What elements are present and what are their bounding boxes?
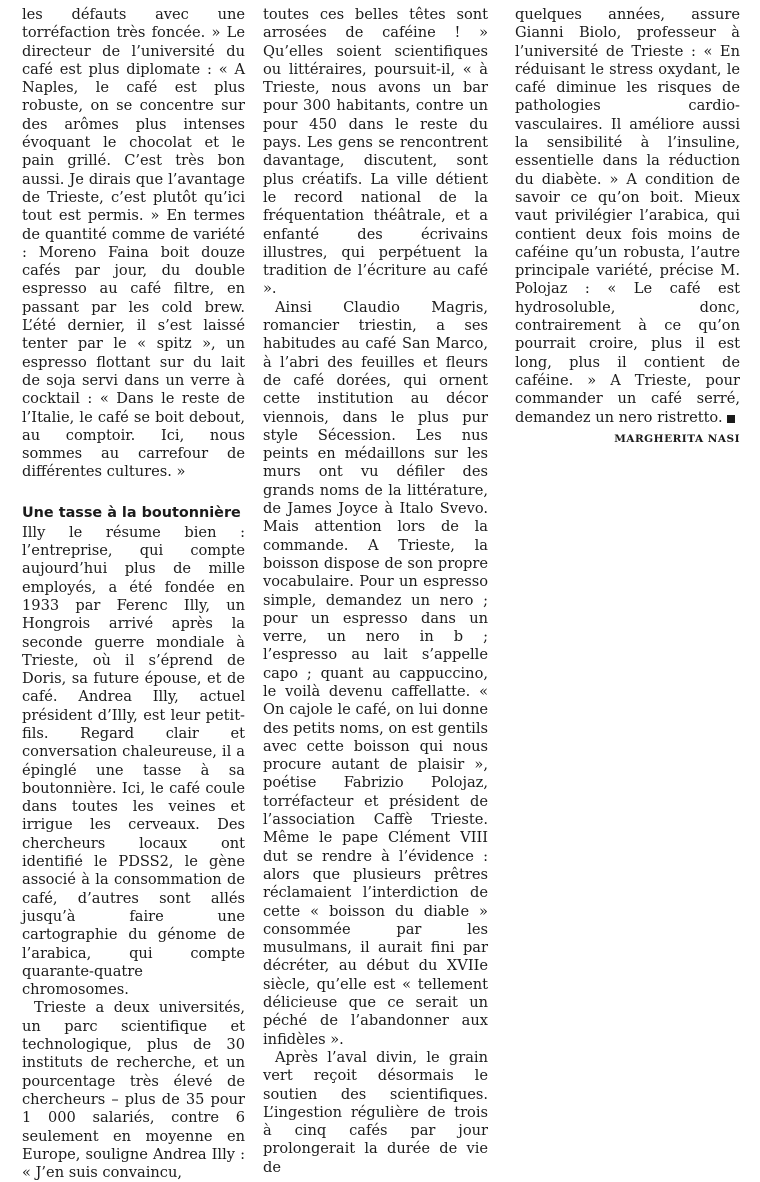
section-subheading: Une tasse à la boutonnière bbox=[22, 504, 241, 521]
paragraph: Ainsi Claudio Magris, romancier triestin, a ses habitudes au café San Marco, à l’abri des feuilles et fleurs de café dorées, qui ornent cette institution au décor viennois, dans le plus pur style Sécession. Les nus peints en médaillons sur les murs ont vu défiler des grands noms de la littérature, de James Joyce à Italo Svevo. Mais attention lors de la commande. A Trieste, la boisson dispose de son propre vocabulaire. Pour un espresso simple, demandez un nero ; pour un espresso dans un verre, un nero in b ; l’espresso au lait s’appelle capo ; quant au cappuccino, le voilà devenu caffellatte. « On cajole le café, on lui donne des petits noms, on est gentils avec cette boisson qui nous procure autant de plaisir », poétise Fabrizio Polojaz, torréfacteur et président de l’association Caffè Trieste. Même le pape Clément VIII dut se rendre à l’évidence : alors que plusieurs prêtres réclamaient l’interdiction de cette « boisson du diable » consommée par les musulmans, il aurait fini par décréter, au début du XVIIe siècle, qu’elle est « tellement délicieuse que ce serait un péché de l’abandonner aux infidèles ». bbox=[263, 298, 488, 1048]
article-column-3 bbox=[515, 6, 740, 448]
paragraph: Après l’aval divin, le grain vert reçoit désormais le soutien des scientifiques. L’ingestion régulière de trois à cinq cafés par jour prolongerait la durée de vie de bbox=[263, 1048, 488, 1176]
author-signature: MARGHERITA NASI bbox=[614, 432, 740, 445]
paragraph: Trieste a deux universités, un parc scientifique et technologique, plus de 30 instituts de recherche, et un pourcentage très élevé de chercheurs – plus de 35 pour 1 000 salariés, contre 6 seulement en moyenne en Europe, souligne Andrea Illy : « J’en suis convaincu, bbox=[22, 999, 245, 1182]
end-of-article-square-icon bbox=[727, 415, 735, 423]
paragraph: toutes ces belles têtes sont arrosées de caféine ! » Qu’elles soient scientifiques ou littéraires, poursuit-il, « à Trieste, nous avons un bar pour 300 habitants, contre un pour 450 dans le reste du pays. Les gens se rencontrent davantage, discutent, sont plus créatifs. La ville détient le record national de la fréquentation théâtrale, et a enfanté des écrivains illustres, qui perpétuent la tradition de l’écriture au café ». bbox=[263, 6, 488, 298]
article-column-1 bbox=[22, 6, 245, 1182]
paragraph bbox=[515, 6, 740, 427]
paragraph: Illy le résume bien : l’entreprise, qui compte aujourd’hui plus de mille employés, a été fondée en 1933 par Ferenc Illy, un Hongrois arrivé après la seconde guerre mondiale à Trieste, où il s’éprend de Doris, sa future épouse, et de café. Andrea Illy, actuel président d’Illy, est leur petit-fils. Regard clair et conversation chaleureuse, il a épinglé une tasse à sa boutonnière. Ici, le café coule dans toutes les veines et irrigue les cerveaux. Des chercheurs locaux ont identifié le PDSS2, le gène associé à la consommation de café, d’autres sont allés jusqu’à faire une cartographie du génome de l’arabica, qui compte quarante-quatre chromosomes. bbox=[22, 523, 245, 999]
article-column-2 bbox=[263, 6, 488, 1177]
paragraph-text: quelques années, assure Gianni Biolo, professeur à l’université de Trieste : « En réduisant le stress oxydant, le café diminue les risques de pathologies cardio-vasculaires. Il améliore aussi la sensibilité à l’insuline, essentielle dans la réduction du diabète. » A condition de savoir ce qu’on boit. Mieux vaut privilégier l’arabica, qui contient deux fois moins de caféine qu’un robusta, l’autre principale variété, précise M. Polojaz : « Le café est hydrosoluble, donc, contrairement à ce qu’on pourrait croire, plus il est long, plus il contient de caféine. » A Trieste, pour commander un café serré, demandez un nero ristretto. bbox=[515, 6, 740, 426]
paragraph: les défauts avec une torréfaction très foncée. » Le directeur de l’université du café est plus diplomate : « A Naples, le café est plus robuste, on se concentre sur des arômes plus intenses évoquant le chocolat et le pain grillé. C’est très bon aussi. Je dirais que l’avantage de Trieste, c’est plutôt qu’ici tout est permis. » En termes de quantité comme de variété : Moreno Faina boit douze cafés par jour, du double espresso au café filtre, en passant par les cold brew. L’été dernier, il s’est laissé tenter par le « spitz », un espresso flottant sur du lait de soja servi dans un verre à cocktail : « Dans le reste de l’Italie, le café se boit debout, au comptoir. Ici, nous sommes au carrefour de différentes cultures. » bbox=[22, 6, 245, 481]
